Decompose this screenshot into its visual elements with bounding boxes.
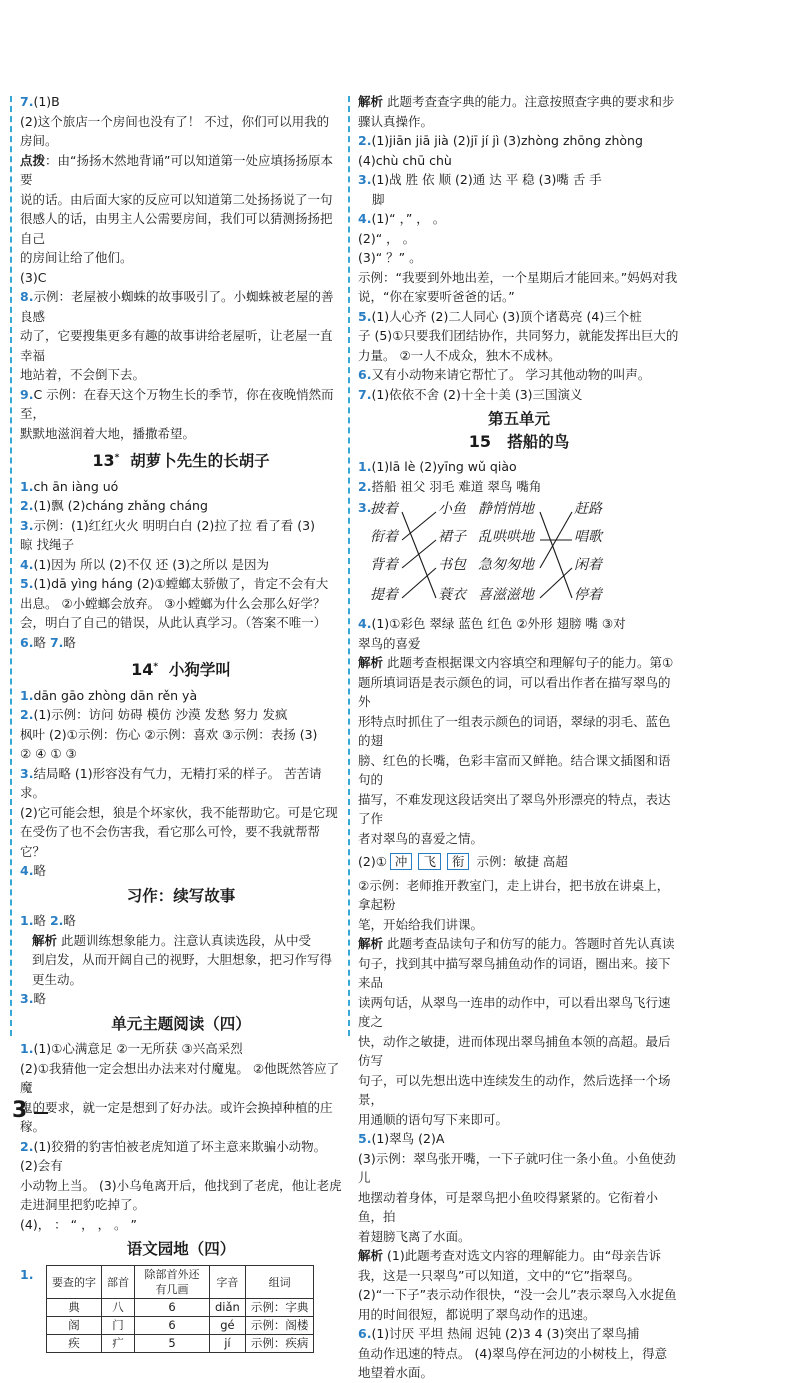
match-word: 急匆匆地 xyxy=(478,557,534,573)
r-q4-4: 示例：“我要到外地出差，一个星期后才能回来。”妈妈对我 xyxy=(358,269,678,285)
dy-q1-2: (2)①我猜他一定会想出办法来对付魔鬼。 ②他既然答应了魔 xyxy=(20,1060,340,1096)
l14-q4: 4.略 xyxy=(20,863,46,879)
l15-q4-2: 翠鸟的喜爱 xyxy=(358,635,421,651)
xz-analysis: 解析 此题训练想象能力。注意认真读选段，从中受 xyxy=(32,932,311,948)
match-word: 披着 xyxy=(370,501,398,517)
l15-q4-part2c: 笔，开始给我们讲课。 xyxy=(358,916,484,932)
unit-reading-title: 单元主题阅读（四） xyxy=(111,1014,251,1033)
r-q4-3: (3)“ ？” 。 xyxy=(358,250,422,265)
r-q2-2: (4)chù chū chù xyxy=(358,152,452,168)
table-cell: jí xyxy=(210,1335,246,1353)
lesson-15-title: 15 搭船的鸟 xyxy=(468,431,570,451)
q7-tip-2: 说的话。由后面大家的反应可以知道第二处扬扬说了一句 xyxy=(20,191,333,207)
l15-q5-3: 地摆动着身体，可是翠鸟把小鱼咬得紧紧的。它衔着小鱼，拍 xyxy=(358,1189,659,1224)
r-q5-2: 子 (5)①只要我们团结协作，共同努力，就能发挥出巨大的 xyxy=(358,328,679,343)
l13-q5-2: 出息。 ②小螳螂会放弃。 ③小螳螂为什么会那么好学？ xyxy=(20,595,326,611)
match-word: 赶路 xyxy=(574,501,602,517)
l13-q3-2: 晾 找绳子 xyxy=(20,537,74,553)
dy-q2-3: 走进洞里把豹吃掉了。 xyxy=(20,1197,146,1213)
match-word: 书包 xyxy=(438,557,466,573)
dy-q2-2: 小动物上当。 (3)小乌龟离开后，他找到了老虎，他让老虎 xyxy=(20,1177,342,1193)
dy-q1: 1.(1)①心满意足 ②一无所获 ③兴高采烈 xyxy=(20,1041,243,1057)
l15-analysis-2c: 读两句话，从翠鸟一连串的动作中，可以看出翠鸟飞行速度之 xyxy=(358,994,671,1029)
l15-q5-4: 着翅膀飞离了水面。 xyxy=(358,1228,471,1244)
l15-analysis-2e: 句子，可以先想出选中连续发生的动作，然后选择一个场景， xyxy=(358,1072,671,1107)
dy-q2: 2.(1)狡猾的豹害怕被老虎知道了坏主意来欺骗小动物。 (2)会有 xyxy=(20,1138,327,1174)
q9-2: 默默地滋润着大地，播撒希望。 xyxy=(20,425,196,441)
q7-line2: (2)这个旅店一个房间也没有了！ 不过，你们可以用我的 xyxy=(20,113,330,129)
q8: 8.示例：老屋被小蜘蛛的故事吸引了。小蜘蛛被老屋的善良感 xyxy=(20,289,334,324)
table-cell: gé xyxy=(210,1317,246,1335)
match-word: 唱歌 xyxy=(574,529,602,545)
q7-line3: 房间。 xyxy=(20,133,58,148)
match-line xyxy=(540,512,572,598)
center-dashed-divider xyxy=(348,96,350,1036)
table-header-row xyxy=(47,1266,314,1299)
q8-2: 动了，它要搜集更多有趣的故事讲给老屋听，让老屋一直幸福 xyxy=(20,328,333,363)
q9: 9.C 示例：在春天这个万物生长的季节，你在夜晚悄然而至， xyxy=(20,386,334,421)
q7-line1: 7.(1)B xyxy=(20,94,60,109)
matching-exercise: 3. 披着 衔着 背着 提着 小鱼 裙子 书包 蓑衣 静悄悄地 乱哄哄地 急匆匆地 喜滋滋地 赶路 唱歌 闲着 停着 xyxy=(358,498,680,610)
l15-q1: 1.(1)lā lè (2)yīng wǔ qiào xyxy=(358,459,517,474)
yw-q1: 1. xyxy=(20,1266,34,1282)
l14-q3-2: (2)它可能会想，狼是个坏家伙，我不能帮助它。可是它现 xyxy=(20,804,338,820)
xz-q3: 3.略 xyxy=(20,991,46,1007)
l15-q4: 4.(1)①彩色 翠绿 蓝色 红色 ②外形 翅膀 嘴 ③对 xyxy=(358,616,626,631)
l15-q4-part2: (2)① 冲 飞 衔 示例：敏捷 高超 xyxy=(358,854,568,869)
table-row xyxy=(47,1335,314,1353)
l15-analysis-1c: 形特点时抓住了一组表示颜色的词语，翠绿的羽毛、蓝色的翅 xyxy=(358,713,671,748)
match-word: 停着 xyxy=(574,587,602,603)
table-row xyxy=(47,1299,314,1317)
r-analysis-1b: 骤认真操作。 xyxy=(358,113,434,129)
table-cell: 示例：疾病 xyxy=(245,1335,314,1353)
table-cell: 典 xyxy=(47,1299,102,1317)
l15-analysis-3c: (2)“一下子”表示动作很快，“没一会儿”表示翠鸟入水捉鱼 xyxy=(358,1287,677,1302)
l14-q2: 2.(1)示例：访问 妨碍 模仿 沙漠 发愁 努力 发疯 xyxy=(20,707,288,723)
l13-q5: 5.(1)dā yìng háng (2)①螳螂太骄傲了，肯定不会有大 xyxy=(20,576,329,592)
l15-q5: 5.(1)翠鸟 (2)A xyxy=(358,1131,445,1146)
l13-q4: 4.(1)因为 所以 (2)不仅 还 (3)之所以 是因为 xyxy=(20,556,269,572)
match-line xyxy=(402,540,436,568)
l15-q6-3: 地望着水面。 xyxy=(358,1365,434,1380)
page-number-dash xyxy=(34,1112,48,1114)
table-cell: 6 xyxy=(135,1317,210,1335)
r-q3-2: 脚 xyxy=(372,191,385,207)
table-cell: diǎn xyxy=(210,1299,246,1317)
table-header: 组词 xyxy=(245,1266,314,1299)
match-word: 喜滋滋地 xyxy=(478,587,534,603)
q7-tip-4: 的房间让给了他们。 xyxy=(20,250,133,265)
dy-q1-3: 鬼的要求，就一定是想到了好办法。或许会换掉种植的庄稼。 xyxy=(20,1099,333,1135)
l13-q2: 2.(1)飘 (2)cháng zhǎng cháng xyxy=(20,498,208,514)
match-word: 乱哄哄地 xyxy=(478,529,534,545)
match-word: 闲着 xyxy=(574,557,602,573)
table-cell: 阁 xyxy=(47,1317,102,1335)
unit-5-title: 第五单元 xyxy=(487,410,550,428)
match-word: 提着 xyxy=(370,587,398,603)
r-analysis-1: 解析 此题考查查字典的能力。注意按照查字典的要求和步 xyxy=(358,94,675,109)
q7-part3: (3)C xyxy=(20,269,47,285)
match-word: 小鱼 xyxy=(438,501,466,517)
table-cell: 6 xyxy=(135,1299,210,1317)
r-q4-2: (2)“ ， 。 xyxy=(358,230,416,246)
table-cell: 疾 xyxy=(47,1335,102,1353)
q7-tip-3: 很感人的话，由男主人公需要房间，我们可以猜测扬扬把自己 xyxy=(20,211,333,246)
l15-q4-part2b: ②示例：老师推开教室门，走上讲台，把书放在讲桌上，拿起粉 xyxy=(358,877,670,912)
table-cell: 八 xyxy=(102,1299,135,1317)
l13-q3: 3.示例：(1)红红火火 明明白白 (2)拉了拉 看了看 (3) xyxy=(20,517,315,533)
table-cell: 示例：字典 xyxy=(245,1299,314,1317)
page-number: 3 xyxy=(12,1098,28,1123)
xz-analysis-3: 更生动。 xyxy=(32,971,83,987)
r-q4-5: 说，“你在家要听爸爸的话。” xyxy=(358,289,515,304)
q7-tip: 点拨：由“扬扬木然地背诵”可以知道第一处应填扬扬原本要 xyxy=(20,152,333,187)
lesson-13-title: 13* 胡萝卜先生的长胡子 xyxy=(92,451,270,471)
l14-q1: 1.dān gāo zhòng dān rěn yà xyxy=(20,687,198,703)
l15-analysis-2f: 用通顺的语句写下来即可。 xyxy=(358,1111,509,1127)
table-row xyxy=(47,1317,314,1335)
l13-q5-3: 会，明白了自己的错误，从此认真学习。（答案不唯一） xyxy=(20,615,327,631)
table-header: 部首 xyxy=(102,1266,135,1299)
match-line xyxy=(402,568,436,598)
boxed-word: 飞 xyxy=(418,853,441,870)
l15-q6: 6.(1)讨厌 平坦 热闹 迟钝 (2)3 4 (3)突出了翠鸟捕 xyxy=(358,1326,640,1341)
r-q4: 4.(1)“ ，” ， 。 xyxy=(358,211,446,226)
table-cell: 疒 xyxy=(102,1335,135,1353)
l14-q2-2: 枫叶 (2)①示例：伤心 ②示例：喜欢 ③示例：表扬 (3) xyxy=(20,726,318,742)
r-q5-3: 力量。 ②一人不成众，独木不成林。 xyxy=(358,347,561,363)
l15-analysis-3: 解析 (1)此题考查对选文内容的理解能力。由“母亲告诉 xyxy=(358,1248,662,1263)
table-header: 要查的字 xyxy=(47,1266,102,1299)
l13-q6-q7: 6.略 7.略 xyxy=(20,634,76,650)
match-line xyxy=(540,568,572,598)
l15-analysis-1e: 描写，不难发现这段话突出了翠鸟外形漂亮的特点，表达了作 xyxy=(358,791,671,826)
right-column xyxy=(358,92,680,1383)
l15-analysis-1f: 者对翠鸟的喜爱之情。 xyxy=(358,830,484,846)
match-word: 背着 xyxy=(370,557,398,573)
left-dashed-divider xyxy=(10,96,12,1036)
l14-q2-3: ② ④ ① ③ xyxy=(20,746,77,762)
l15-analysis-1: 解析 此题考查根据课文内容填空和理解句子的能力。第① xyxy=(358,655,674,670)
l15-q2: 2.搭船 祖父 羽毛 难道 翠鸟 嘴角 xyxy=(358,478,542,494)
l15-analysis-1b: 题所填词语是表示颜色的词，可以看出作者在描写翠鸟的外 xyxy=(358,674,671,709)
match-word: 裙子 xyxy=(438,529,466,545)
q8-3: 地站着，不会倒下去。 xyxy=(20,367,146,382)
match-word: 衔着 xyxy=(370,529,398,545)
table-cell: 门 xyxy=(102,1317,135,1335)
left-column xyxy=(20,92,342,1353)
r-q7: 7.(1)依依不舍 (2)十全十美 (3)三国演义 xyxy=(358,386,583,402)
l15-q5-2: (3)示例：翠鸟张开嘴，一下子就叼住一条小鱼。小鱼使劲儿 xyxy=(358,1150,676,1185)
xz-q1-q2: 1.略 2.略 xyxy=(20,913,76,929)
r-q3: 3.(1)战 胜 依 顺 (2)通 达 平 稳 (3)嘴 舌 手 xyxy=(358,172,602,187)
table-header: 除部首外还有几画 xyxy=(135,1266,210,1299)
xz-analysis-2: 到启发，从而开阔自己的视野，大胆想象，把习作写得 xyxy=(32,952,333,968)
writing-title: 习作：续写故事 xyxy=(126,886,236,905)
dictionary-table xyxy=(46,1265,314,1353)
l15-analysis-2: 解析 此题考查品读句子和仿写的能力。答题时首先认真读 xyxy=(358,936,675,951)
match-word: 静悄悄地 xyxy=(478,501,534,517)
r-q2: 2.(1)jiān jiā jià (2)jī jí jì (3)zhòng zhōng zhòng xyxy=(358,133,643,148)
dy-q2-4: (4)， ： “ ， ， 。 ” xyxy=(20,1216,137,1232)
match-line xyxy=(402,512,436,598)
l15-analysis-3d: 用的时间很短，都说明了翠鸟动作的迅速。 xyxy=(358,1306,596,1322)
table-cell: 5 xyxy=(135,1335,210,1353)
l15-q6-2: 鱼动作迅速的特点。 (4)翠鸟停在河边的小树枝上，得意 xyxy=(358,1345,668,1361)
table-header: 字音 xyxy=(210,1266,246,1299)
l15-analysis-3b: 我，这是一只翠鸟”可以知道，文中的“它”指翠鸟。 xyxy=(358,1267,640,1283)
boxed-word: 衔 xyxy=(447,853,470,870)
l14-q3: 3.结局略 (1)形容没有气力，无精打采的样子。 苦苦请求。 xyxy=(20,765,322,801)
l13-q1: 1.ch ān iàng uó xyxy=(20,478,119,494)
table-cell: 示例：阁楼 xyxy=(245,1317,314,1335)
l14-q3-3: 在受伤了也不会伤害我，看它那么可怜，要不我就帮帮它？ xyxy=(20,824,321,859)
boxed-word: 冲 xyxy=(390,853,413,870)
match-word: 蓑衣 xyxy=(438,587,466,603)
chinese-garden-title: 语文园地（四） xyxy=(126,1240,236,1259)
l15-analysis-1d: 膀、红色的长嘴，色彩丰富而又鲜艳。结合课文插图和语句的 xyxy=(358,752,671,787)
r-q5: 5.(1)人心齐 (2)二人同心 (3)顶个诸葛亮 (4)三个桩 xyxy=(358,308,642,324)
l15-analysis-2b: 句子，找到其中描写翠鸟捕鱼动作的词语，圈出来。接下来品 xyxy=(358,955,671,990)
lesson-14-title: 14* 小狗学叫 xyxy=(131,660,231,680)
l15-analysis-2d: 快，动作之敏捷，进而体现出翠鸟捕鱼本领的高超。最后仿写 xyxy=(358,1033,671,1068)
r-q6: 6.又有小动物来请它帮忙了。 学习其他动物的叫声。 xyxy=(358,367,651,382)
